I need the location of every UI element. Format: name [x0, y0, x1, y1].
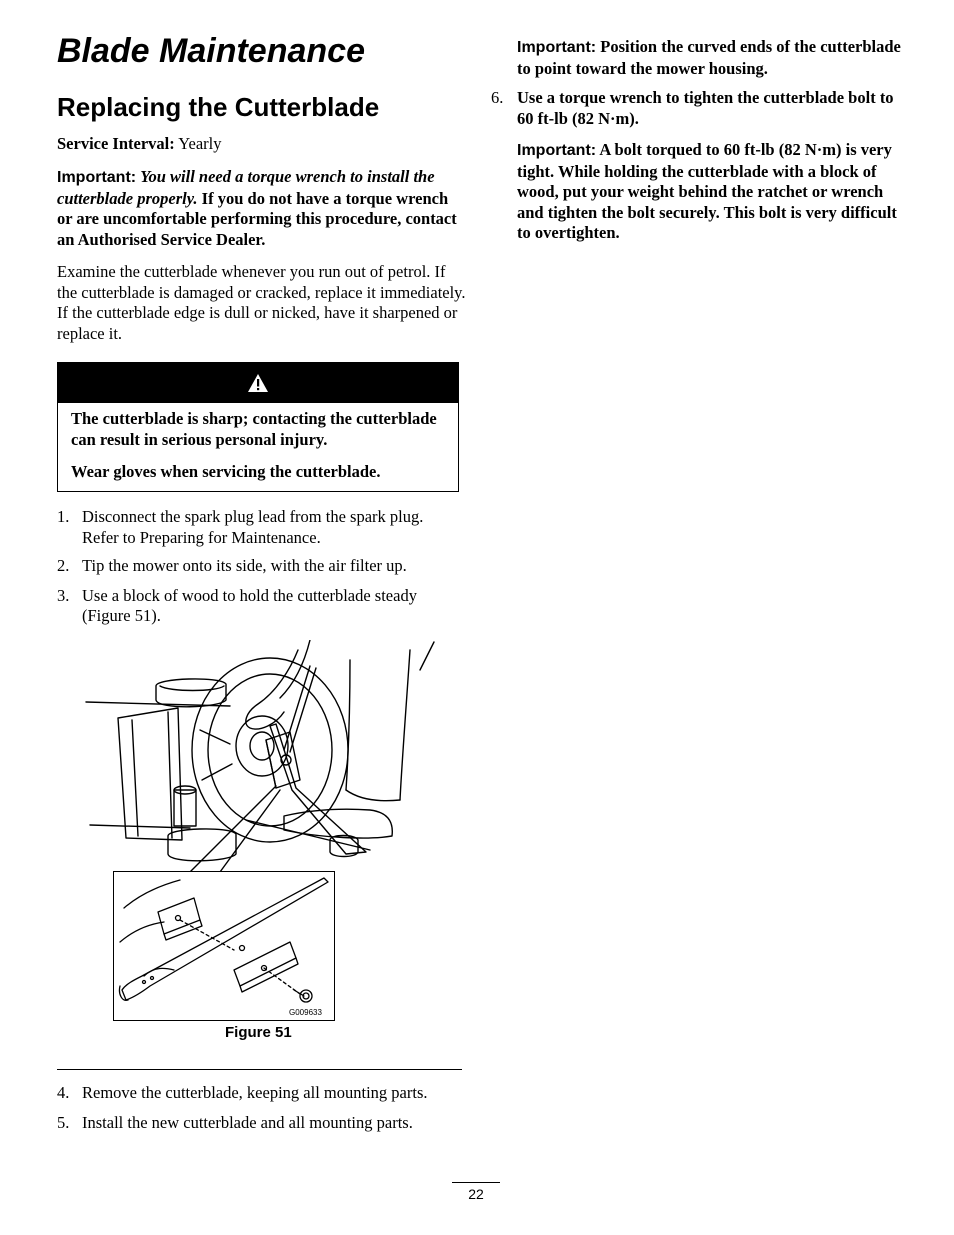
page-title: Blade Maintenance — [57, 32, 365, 70]
list-item: 4. Remove the cutterblade, keeping all mounting parts. — [57, 1083, 428, 1102]
important-text: A bolt torqued to 60 ft-lb (82 N·m) is very tight. While holding the cutterblade with a block of wood, put your weight behind the ratchet or wrench and tighten the bolt securely. This bolt is very difficult to overtighten. — [517, 140, 897, 243]
mower-illustration — [80, 640, 450, 875]
service-interval-value: Yearly — [178, 134, 222, 153]
figure-code: G009633 — [289, 1008, 322, 1017]
steps-list-b — [57, 1083, 467, 1133]
important-label: Important: — [57, 169, 137, 186]
important-note-curved-ends — [517, 37, 902, 79]
important-note-bolt-torque — [517, 140, 902, 244]
section-title: Replacing the Cutterblade — [57, 92, 380, 122]
service-interval-label: Service Interval: — [57, 134, 175, 153]
warning-triangle-icon — [247, 373, 269, 393]
warning-text-sharp: The cutterblade is sharp; contacting the cutterblade can result in serious personal injury. — [71, 409, 437, 449]
steps-list-a — [57, 507, 462, 627]
important-bold-text: If you do not have a torque wrench or are uncomfortable performing this procedure, contact an Authorised Service Dealer. — [57, 188, 457, 249]
warning-box — [57, 362, 459, 492]
list-item: 5. Install the new cutterblade and all mounting parts. — [57, 1112, 413, 1132]
important-note-torque-wrench — [57, 167, 467, 250]
list-item: 2. Tip the mower onto its side, with the air filter up. — [57, 556, 407, 576]
important-text: Position the curved ends of the cutterblade to point toward the mower housing. — [517, 37, 901, 78]
list-item: 1. Disconnect the spark plug lead from the spark plug. Refer to Preparing for Maintenance. — [57, 507, 424, 547]
warning-text-gloves: Wear gloves when servicing the cutterblade. — [71, 462, 381, 482]
list-item: 3. Use a block of wood to hold the cutterblade steady (Figure 51). — [57, 585, 417, 626]
warning-header — [58, 363, 458, 403]
important-label: Important: — [517, 39, 597, 56]
important-italic-text: You will need a torque wrench to install the cutterblade properly. — [57, 167, 435, 208]
figure-caption: Figure 51 — [225, 1024, 292, 1041]
list-item-step-6: 6. Use a torque wrench to tighten the cutterblade bolt to 60 ft-lb (82 N·m). — [491, 88, 894, 128]
intro-paragraph: Examine the cutterblade whenever you run out of petrol. If the cutterblade is damaged or cracked, replace it immediately. If the cutterblade edge is dull or nicked, have it sharpened or replace it. — [57, 262, 466, 343]
service-interval — [57, 134, 462, 155]
figure-detail-inset — [113, 871, 335, 1021]
page-number: 22 — [452, 1182, 500, 1205]
blade-parts-detail — [114, 872, 333, 1019]
section-divider — [57, 1069, 462, 1070]
important-label: Important: — [517, 142, 597, 159]
